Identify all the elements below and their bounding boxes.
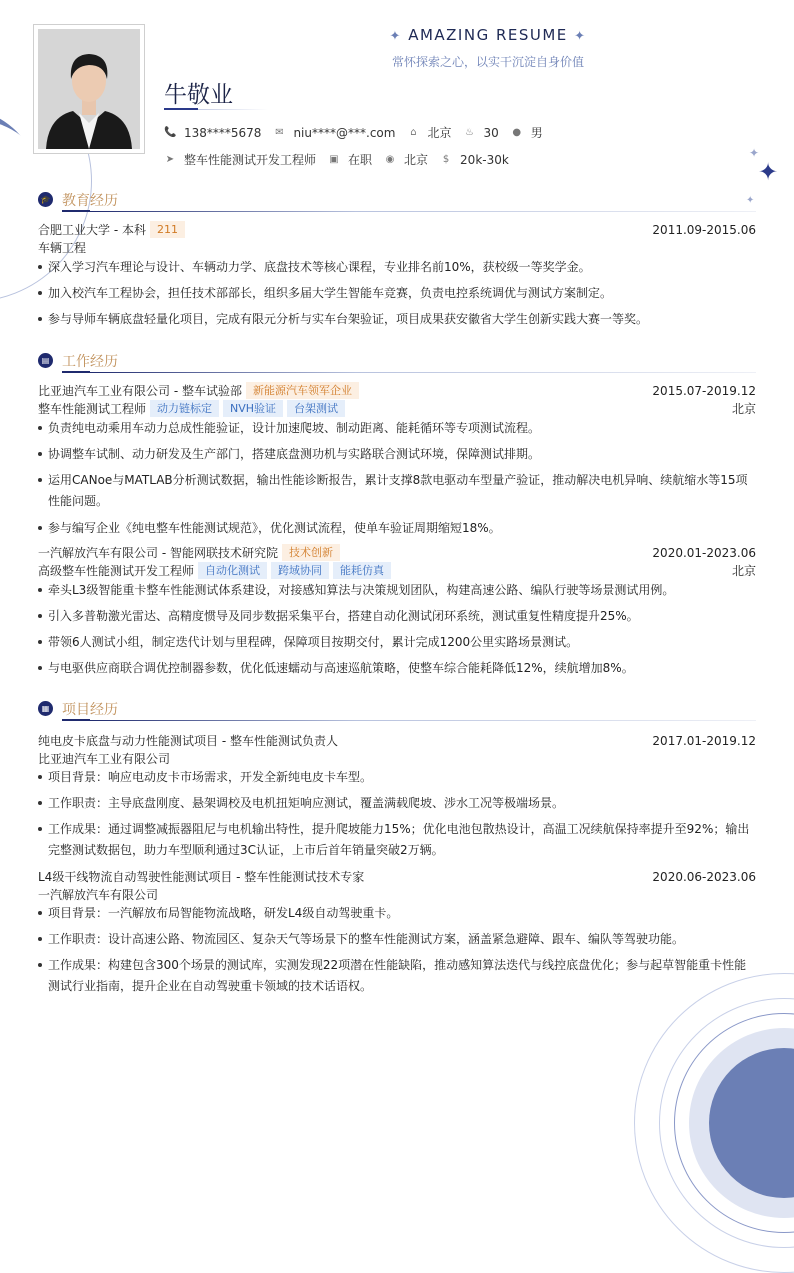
send-icon: ➤ xyxy=(165,153,175,165)
section-title: 教育经历 xyxy=(62,193,118,209)
job-date: 2020.01-2023.06 xyxy=(652,545,756,560)
project-date: 2020.06-2023.06 xyxy=(652,869,756,884)
job-header xyxy=(38,544,756,561)
gender-value: 男 xyxy=(530,126,543,140)
section-divider xyxy=(90,372,756,373)
age-value: 30 xyxy=(483,125,499,140)
company-tag: 新能源汽车领军企业 xyxy=(246,382,359,399)
motto: 常怀探索之心，以实干沉淀自身价值 xyxy=(391,55,584,69)
major: 车辆工程 xyxy=(38,241,87,255)
name-underline-fade xyxy=(198,109,268,110)
job-role-row xyxy=(38,400,756,417)
project-header xyxy=(38,868,756,885)
list-item: 参与编写企业《纯电整车性能测试规范》，优化测试流程，使单车验证周期缩短18%。 xyxy=(38,518,756,539)
list-item: 运用CANoe与MATLAB分析测试数据，输出性能诊断报告，累计支撑8款电驱动车型量产验证，推动解决电机异响、续航缩水等15项性能问题。 xyxy=(38,470,756,512)
job-title xyxy=(164,151,316,168)
skill-tag: 跨域协同 xyxy=(271,562,329,579)
list-item: 工作成果：通过调整减振器阻尼与电机输出特性，提升爬坡能力15%；优化电池包散热设计，高温工况续航保持率提升至92%；输出完整测试数据包，助力车型顺利通过3C认证，上市后首年销量突破2万辆。 xyxy=(38,819,756,861)
email-value: niu****@***.com xyxy=(293,125,396,140)
job-intent-row xyxy=(164,151,521,168)
resume-title xyxy=(388,26,588,44)
job-status xyxy=(328,151,372,168)
section-title: 工作经历 xyxy=(62,354,118,370)
section-divider xyxy=(90,720,756,721)
list-item: 工作成果：构建包含300个场景的测试库，实测发现22项潜在性能缺陷，推动感知算法迭代与线控底盘优化；参与起草智能重卡性能测试行业指南，提升企业在自动驾驶重卡领域的技术话语权。 xyxy=(38,955,756,997)
resume-title-text: AMAZING RESUME xyxy=(408,26,568,44)
avatar xyxy=(38,29,140,149)
salary-value: 20k-30k xyxy=(460,152,509,167)
company-tag: 技术创新 xyxy=(282,544,340,561)
education-major-row xyxy=(38,239,756,256)
school-tag: 211 xyxy=(150,221,185,238)
project-name: 纯电皮卡底盘与动力性能测试项目 - 整车性能测试负责人 xyxy=(38,734,338,748)
project-company: 一汽解放汽车有限公司 xyxy=(38,888,159,902)
job-role: 整车性能测试工程师 xyxy=(38,402,147,416)
project-icon: ▦ xyxy=(38,701,53,716)
gender-icon: ● xyxy=(512,126,522,138)
work-icon: ▤ xyxy=(38,353,53,368)
company-name: 比亚迪汽车工业有限公司 - 整车试验部 xyxy=(38,384,242,398)
star-icon: ✦ xyxy=(749,146,760,160)
list-item: 带领6人测试小组，制定迭代计划与里程碑，保障项目按期交付，累计完成1200公里实路场景测试。 xyxy=(38,632,756,653)
email-icon: ✉ xyxy=(275,126,284,138)
candidate-name: 牛敬业 xyxy=(164,82,233,108)
name-underline xyxy=(164,108,198,110)
job-role: 高级整车性能测试开发工程师 xyxy=(38,564,195,578)
phone-icon: 📞 xyxy=(164,126,177,138)
section-projects xyxy=(38,699,756,721)
list-item: 深入学习汽车理论与设计、车辆动力学、底盘技术等核心课程，专业排名前10%，获校级一等奖学金。 xyxy=(38,257,756,278)
age xyxy=(463,126,498,140)
email xyxy=(273,126,395,140)
location xyxy=(407,124,451,141)
list-item: 参与导师车辆底盘轻量化项目，完成有限元分析与实车台架验证，项目成果获安徽省大学生创新实践大赛一等奖。 xyxy=(38,309,756,330)
section-underline xyxy=(62,719,90,721)
project-company: 比亚迪汽车工业有限公司 xyxy=(38,752,171,766)
list-item: 负责纯电动乘用车动力总成性能验证，设计加速爬坡、制动距离、能耗循环等专项测试流程。 xyxy=(38,418,756,439)
gender xyxy=(511,124,543,141)
list-item: 与电驱供应商联合调优控制器参数，优化低速蠕动与高速巡航策略，使整车综合能耗降低12%，续航增加8%。 xyxy=(38,658,756,679)
skill-tag: 动力链标定 xyxy=(150,400,219,417)
job-title-value: 整车性能测试开发工程师 xyxy=(184,153,317,167)
project-header xyxy=(38,732,756,749)
skill-tag: 台架测试 xyxy=(287,400,345,417)
list-item: 工作职责：设计高速公路、物流园区、复杂天气等场景下的整车性能测试方案，涵盖紧急避障、跟车、编队等驾驶功能。 xyxy=(38,929,756,950)
job-status-value: 在职 xyxy=(348,153,373,167)
skill-tag: 能耗仿真 xyxy=(333,562,391,579)
section-work xyxy=(38,351,756,373)
skill-tag: NVH验证 xyxy=(223,400,283,417)
skill-tag: 自动化测试 xyxy=(198,562,267,579)
project-company-row xyxy=(38,750,756,767)
briefcase-icon: ▣ xyxy=(329,153,339,165)
list-item: 加入校汽车工程协会，担任技术部部长，组织多届大学生智能车竞赛，负责电控系统调优与测试方案制定。 xyxy=(38,283,756,304)
location-value: 北京 xyxy=(427,126,452,140)
project-name: L4级干线物流自动驾驶性能测试项目 - 整车性能测试技术专家 xyxy=(38,870,365,884)
star-icon: ✦ xyxy=(758,158,779,186)
list-item: 工作职责：主导底盘刚度、悬架调校及电机扭矩响应测试，覆盖满载爬坡、涉水工况等极端场景。 xyxy=(38,793,756,814)
section-title: 项目经历 xyxy=(62,702,118,718)
job-city: 北京 xyxy=(731,402,756,416)
education-icon: 🎓 xyxy=(38,192,53,207)
phone-value: 138****5678 xyxy=(184,125,262,140)
target-city xyxy=(384,151,428,168)
project-date: 2017.01-2019.12 xyxy=(652,733,756,748)
target-city-value: 北京 xyxy=(404,153,429,167)
age-icon: ♨ xyxy=(464,126,474,138)
education-header xyxy=(38,221,756,238)
company-name: 一汽解放汽车有限公司 - 智能网联技术研究院 xyxy=(38,546,278,560)
list-item: 引入多普勒激光雷达、高精度惯导及同步数据采集平台，搭建自动化测试闭环系统，测试重复性精度提升25%。 xyxy=(38,606,756,627)
list-item: 协调整车试制、动力研发及生产部门，搭建底盘测功机与实路联合测试环境，保障测试排期。 xyxy=(38,444,756,465)
location-icon: ◉ xyxy=(385,153,395,165)
section-underline xyxy=(62,210,90,212)
phone xyxy=(164,126,261,140)
list-item: 项目背景：一汽解放布局智能物流战略，研发L4级自动驾驶重卡。 xyxy=(38,903,756,924)
section-education xyxy=(38,190,756,212)
section-underline xyxy=(62,371,90,373)
project-company-row xyxy=(38,886,756,903)
job-date: 2015.07-2019.12 xyxy=(652,383,756,398)
list-item: 项目背景：响应电动皮卡市场需求，开发全新纯电皮卡车型。 xyxy=(38,767,756,788)
home-icon: ⌂ xyxy=(410,126,417,138)
section-divider xyxy=(90,211,756,212)
salary-icon: $ xyxy=(442,153,450,165)
job-header xyxy=(38,382,756,399)
star-icon: ✦ xyxy=(389,29,402,44)
education-date: 2011.09-2015.06 xyxy=(652,222,756,237)
job-role-row xyxy=(38,562,756,579)
job-city: 北京 xyxy=(731,564,756,578)
profile-photo xyxy=(33,24,145,154)
list-item: 牵头L3级智能重卡整车性能测试体系建设，对接感知算法与决策规划团队，构建高速公路、编队行驶等场景测试用例。 xyxy=(38,580,756,601)
salary xyxy=(440,153,509,167)
contact-info-row xyxy=(164,124,555,141)
school-name: 合肥工业大学 - 本科 xyxy=(38,223,146,237)
star-icon: ✦ xyxy=(746,195,755,206)
star-icon: ✦ xyxy=(574,29,587,44)
decorative-circles xyxy=(634,973,794,1273)
